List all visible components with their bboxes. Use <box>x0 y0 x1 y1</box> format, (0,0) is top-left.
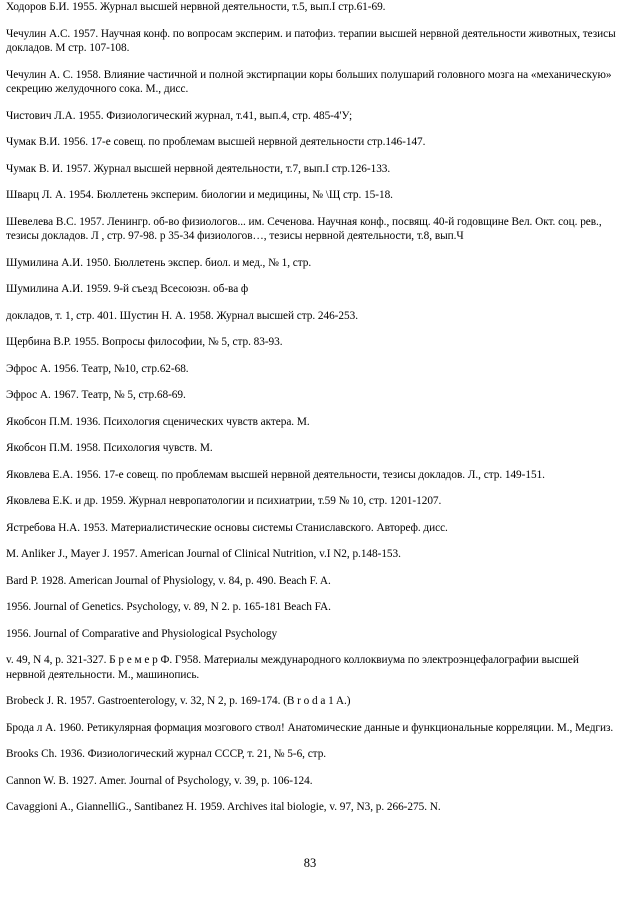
reference-entry: M. Anliker J., Mayer J. 1957. American Journal of Clinical Nutrition, v.I N2, p.148-153. <box>6 548 401 560</box>
reference-entry: Эфрос А. 1956. Театр, №10, стр.62-68. <box>6 362 189 375</box>
reference-entry: Ходоров Б.И. 1955. Журнал высшей нервной деятельности, т.5, вып.I стр.61-69. <box>6 1 386 13</box>
reference-entry: Яковлева Е.А. 1956. 17-е совещ. по проблемам высшей нервной деятельности, тезисы докладов. Л., стр. 149-151. <box>6 468 545 481</box>
page-number: 83 <box>303 856 317 870</box>
reference-entry: Щербина В.Р. 1955. Вопросы философии, № 5, стр. 83-93. <box>6 336 283 348</box>
reference-entry: докладов, т. 1, стр. 401. Шустин Н. А. 1958. Журнал высшей стр. 246-253. <box>6 309 358 322</box>
reference-entry: Чечулин А.С. 1957. Научная конф. по вопросам эксперим. и патофиз. терапии высшей нервной деятельности животных, тезисы докладов. М стр. 107-108. <box>6 27 616 54</box>
reference-entry: Якобсон П.М. 1958. Психология чувств. М. <box>6 442 213 454</box>
reference-entry: Чумак В. И. 1957. Журнал высшей нервной деятельности, т.7, вып.I стр.126-133. <box>6 162 391 175</box>
reference-entry: Брода л А. 1960. Ретикулярная формация мозгового ствол! Анатомические данные и функциональные корреляции. М., Медгиз. <box>6 721 614 734</box>
reference-entry: Шумилина А.И. 1959. 9-й съезд Всесоюзн. об-ва ф <box>6 283 249 295</box>
reference-entry: Brobeck J. R. 1957. Gastroenterology, v. 32, N 2, p. 169-174. (B r o d a 1 A.) <box>6 695 351 707</box>
reference-entry: Cannon W. B. 1927. Amer. Journal of Psychology, v. 39, p. 106-124. <box>6 774 313 787</box>
reference-entry: Якобсон П.М. 1936. Психология сценических чувств актера. М. <box>6 415 310 428</box>
reference-entry: Bard P. 1928. American Journal of Physiology, v. 84, p. 490. Beach F. A. <box>6 574 331 587</box>
reference-entry: Чечулин А. С. 1958. Влияние частичной и полной экстирпации коры больших полушарий головного мозга на «механическую» секрецию желудочного сока. М., дисс. <box>6 68 612 95</box>
reference-entry: Шварц Л. А. 1954. Бюллетень эксперим. биологии и медицины, № \Щ стр. 15-18. <box>6 189 393 201</box>
reference-entry: Яковлева Е.К. и др. 1959. Журнал невропатологии и психиатрии, т.59 № 10, стр. 1201-1207. <box>6 495 442 507</box>
reference-list <box>6 0 616 827</box>
reference-entry: Brooks Ch. 1936. Физиологический журнал СССР, т. 21, № 5-6, стр. <box>6 748 327 760</box>
reference-entry: Эфрос А. 1967. Театр, № 5, стр.68-69. <box>6 389 186 401</box>
reference-entry: Шевелева В.С. 1957. Ленингр. об-во физиологов... им. Сеченова. Научная конф., посвящ. 40-й годовщине Вел. Окт. соц. рев., тезисы докладов. Л , стр. 97-98. р 35-34 физиологов…, тезисы нервной деятельности, т.8, вып.Ч <box>6 215 602 242</box>
reference-entry: v. 49, N 4, p. 321-327. Б р е м е р Ф. Г958. Материалы международного коллоквиума по электроэнцефалографии высшей нервной деятельности. М., машинопись. <box>6 654 579 681</box>
reference-entry: Чистович Л.А. 1955. Физиологический журнал, т.41, вып.4, стр. 485-4'У; <box>6 109 353 122</box>
reference-entry: Cavaggioni A., GiannelliG., Santibanez H. 1959. Archives ital biologie, v. 97, N3, p. 266-275. N. <box>6 801 441 813</box>
reference-entry: Чумак В.И. 1956. 17-е совещ. по проблемам высшей нервной деятельности стр.146-147. <box>6 136 426 148</box>
reference-entry: 1956. Journal of Genetics. Psychology, v. 89, N 2. p. 165-181 Beach FA. <box>6 601 331 613</box>
reference-entry: Ястребова Н.А. 1953. Материалистические основы системы Станиславского. Автореф. дисс. <box>6 521 448 534</box>
reference-entry: Шумилина А.И. 1950. Бюллетень экспер. биол. и мед., № 1, стр. <box>6 256 312 269</box>
reference-entry: 1956. Journal of Comparative and Physiological Psychology <box>6 627 278 640</box>
